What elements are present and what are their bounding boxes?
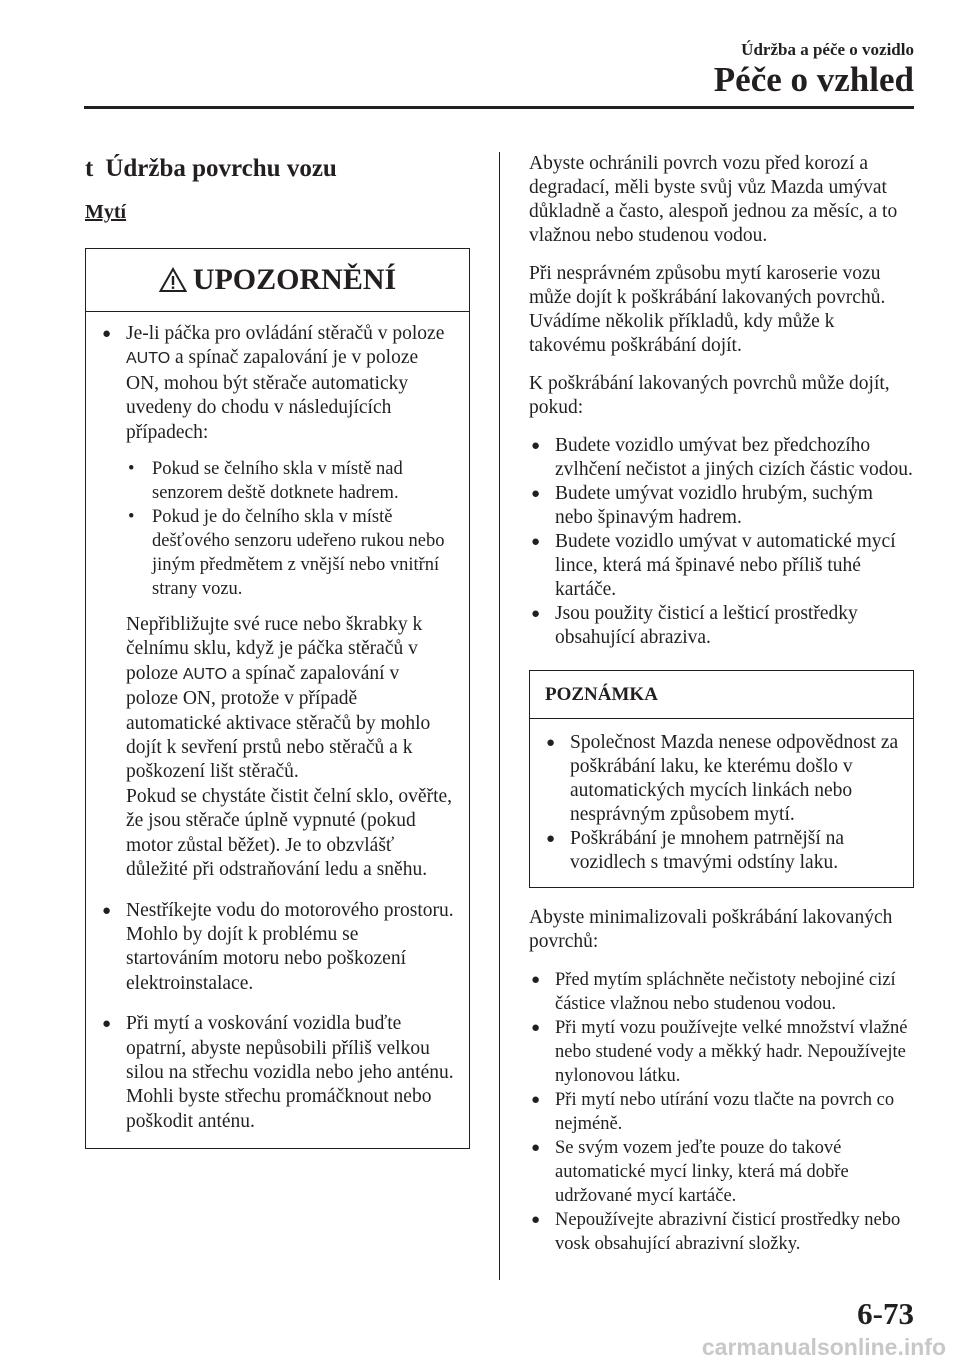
- header-rule: [84, 106, 914, 109]
- section-heading: [85, 152, 470, 186]
- left-column: [85, 152, 470, 1149]
- caution-sub-item: • Pokud se čelního skla v místě nad senzorem deště dotknete hadrem.: [128, 459, 403, 504]
- note-title: POZNÁMKA: [530, 671, 913, 719]
- caution-box: [85, 248, 470, 1149]
- bullet-dot: ●: [531, 1020, 541, 1036]
- caution-body: [86, 312, 469, 1148]
- page-title: Péče o vzhled: [713, 60, 914, 99]
- bullet-dot: ●: [531, 486, 541, 502]
- list-item: ● Budete vozidlo umývat bez předchozího zvlhčení nečistot a jiných cizích částic vodou.: [531, 435, 913, 480]
- list-item: ● Poškrábání je mnohem patrnější na vozidlech s tmavými odstíny laku.: [546, 828, 845, 873]
- page-number: 6-73: [857, 1296, 914, 1331]
- list-item: ● Se svým vozem jeďte pouze do takové automatické mycí linky, která má dobře udržované mycí kartáče.: [531, 1138, 849, 1206]
- header-section-label: Údržba a péče o vozidlo: [741, 40, 914, 59]
- note-box: [529, 670, 914, 888]
- list-item: ● Budete umývat vozidlo hrubým, suchým nebo špinavým hadrem.: [531, 483, 873, 528]
- bullet-dot: ●: [531, 606, 541, 622]
- caution-item: ● Je-li páčka pro ovládání stěračů v poloze AUTO a spínač zapalování je v poloze ON, mohou být stěrače automaticky uvedeny do chodu v následujících případech: • Pokud se čelního skla v místě nad senzorem deště dotknete hadrem. • Pokud je do čelního skla v místě dešťového senzoru udeřeno rukou nebo jiným předmětem z vnější nebo vnitřní strany vozu. Nepřibližujte své ruce nebo škrabky k čelnímu sklu, když je páčka stěračů v poloze AUTO a spínač zapalování v poloze ON, protože v případě automatické aktivace stěračů by mohlo dojít k sevření prstů nebo stěračů a k poškození lišt stěračů. Pokud se chystáte čistit čelní sklo, ověřte, že jsou stěrače úplně vypnuté (pokud motor zůstal běžet). Je to obzvlášť důležité při odstraňování ledu a sněhu.: [100, 322, 455, 883]
- paragraph-intro: Abyste ochránili povrch vozu před korozí a degradací, měli byste svůj vůz Mazda umývat důkladně a často, alespoň jednou za měsíc, a to vlažnou nebo studenou vodou.: [529, 153, 898, 246]
- caution-sub-list: [126, 457, 455, 601]
- caution-title: UPOZORNĚNÍ: [192, 263, 397, 296]
- warning-triangle-icon: [159, 267, 187, 293]
- bullet-dot: ●: [531, 1140, 541, 1156]
- list-item: ● Společnost Mazda nenese odpovědnost za poškrábání laku, ke kterému došlo v automatických mycích linkách nebo nesprávným způsobem mytí.: [546, 732, 899, 825]
- bullet-dot: ●: [546, 831, 556, 847]
- caution-item: ● Při mytí a voskování vozidla buďte opatrní, abyste nepůsobili příliš velkou silou na střechu vozidla nebo jeho anténu. Mohli byste střechu promáčknout nebo poškodit anténu.: [102, 1013, 454, 1132]
- right-column: [529, 152, 913, 1272]
- bullet-dot: ●: [546, 735, 556, 751]
- section-marker: t: [85, 155, 94, 182]
- sub-bullet-dot: •: [128, 507, 135, 528]
- paragraph-scratch-causes: K poškrábání lakovaných povrchů může dojít, pokud:: [529, 373, 890, 418]
- watermark: carmanualsonline.info: [701, 1334, 946, 1360]
- section-heading-text: Údržba povrchu vozu: [105, 155, 337, 182]
- auto-label: AUTO: [182, 665, 228, 683]
- scratch-causes-list: [529, 434, 913, 650]
- bullet-dot: ●: [531, 1212, 541, 1228]
- bullet-dot: ●: [531, 534, 541, 550]
- minimize-list: [529, 968, 913, 1256]
- auto-label: AUTO: [126, 350, 171, 368]
- bullet-dot: ●: [102, 326, 112, 342]
- bullet-dot: ●: [531, 1092, 541, 1108]
- list-item: ● Před mytím spláchněte nečistoty nebojiné cizí částice vlažnou nebo studenou vodou.: [531, 970, 896, 1014]
- list-item: ● Budete vozidlo umývat v automatické mycí lince, která má špinavé nebo příliš tuhé kartáče.: [531, 531, 896, 600]
- list-item: ● Při mytí nebo utírání vozu tlačte na povrch co nejméně.: [531, 1090, 895, 1134]
- list-item: ● Jsou použity čisticí a lešticí prostředky obsahující abraziva.: [531, 603, 858, 648]
- paragraph-scratch-risk: Při nesprávném způsobu mytí karoserie vozu může dojít k poškrábání lakovaných povrchů. Uvádíme několik příkladů, kdy může k takovému poškrábání dojít.: [529, 263, 886, 356]
- paragraph-minimize: Abyste minimalizovali poškrábání lakovaných povrchů:: [529, 907, 893, 952]
- note-body: [530, 719, 913, 887]
- list-item: ● Nepoužívejte abrazivní čisticí prostředky nebo vosk obsahující abrazivní složky.: [531, 1210, 901, 1254]
- bullet-dot: ●: [102, 902, 112, 919]
- caution-paragraph: Nepřibližujte své ruce nebo škrabky k čelnímu sklu, když je páčka stěračů v poloze AUTO a spínač zapalování v poloze ON, protože v případě automatické aktivace stěračů by mohlo dojít k sevření prstů nebo stěračů a k poškození lišt stěračů. Pokud se chystáte čistit čelní sklo, ověřte, že jsou stěrače úplně vypnuté (pokud motor zůstal běžet). Je to obzvlášť důležité při odstraňování ledu a sněhu.: [126, 614, 453, 881]
- sub-bullet-dot: •: [128, 459, 135, 480]
- subheading-washing: Mytí: [85, 201, 127, 223]
- note-list: [544, 731, 899, 875]
- caution-item: ● Nestříkejte vodu do motorového prostoru. Mohlo by dojít k problému se startováním motoru nebo poškození elektroinstalace.: [102, 899, 454, 994]
- caution-sub-item: • Pokud je do čelního skla v místě dešťového senzoru udeřeno rukou nebo jiným předmětem z vnější nebo vnitřní strany vozu.: [128, 507, 445, 600]
- column-divider: [499, 152, 500, 1280]
- caution-header: [86, 249, 469, 312]
- bullet-dot: ●: [531, 438, 541, 454]
- bullet-dot: ●: [102, 1016, 112, 1033]
- list-item: ● Při mytí vozu používejte velké množství vlažné nebo studené vody a měkký hadr. Nepoužívejte nylonovou látku.: [531, 1018, 908, 1086]
- caution-list: [100, 322, 455, 1134]
- bullet-dot: ●: [531, 972, 541, 988]
